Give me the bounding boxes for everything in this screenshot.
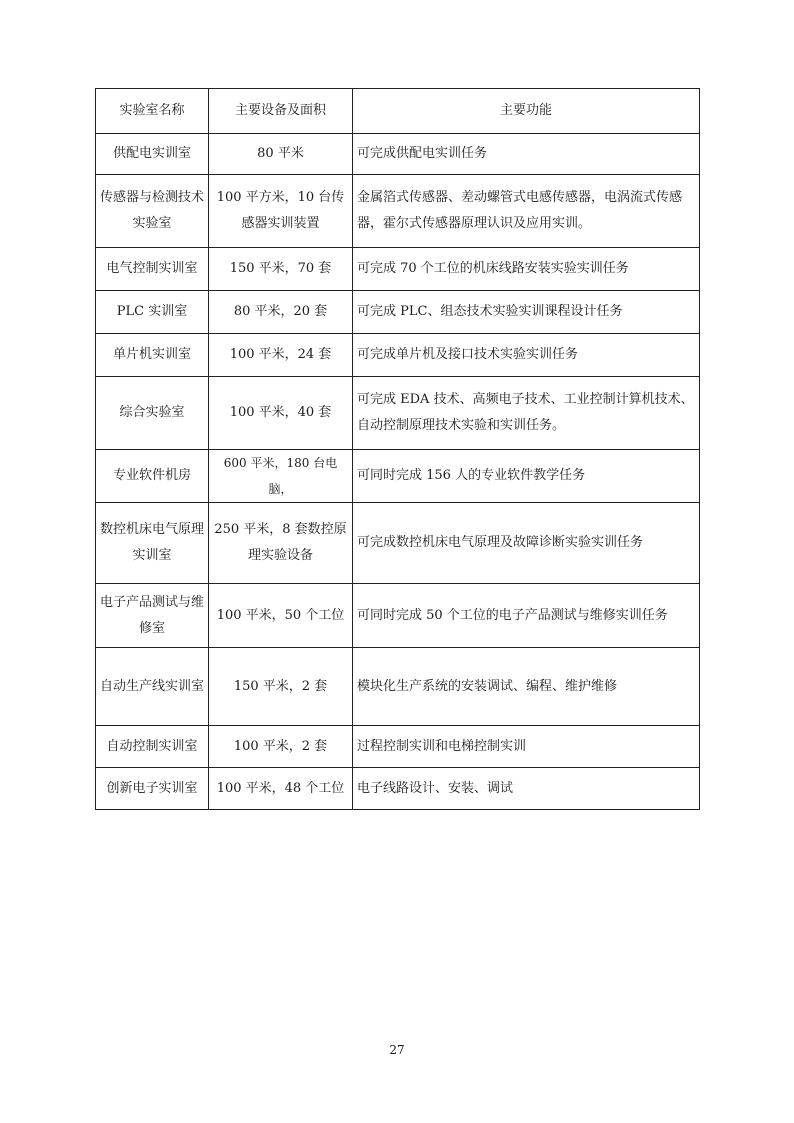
lab-name-cell: 自动控制实训室	[96, 726, 209, 768]
table-header-row	[96, 89, 700, 134]
equipment-cell: 80 平米，20 套	[209, 291, 353, 334]
header-equipment-area: 主要设备及面积	[209, 89, 353, 134]
table-row	[96, 134, 700, 175]
lab-name-cell: 专业软件机房	[96, 450, 209, 503]
table-row	[96, 450, 700, 503]
function-cell: 可同时完成 50 个工位的电子产品测试与维修实训任务	[353, 584, 700, 648]
table-row	[96, 377, 700, 450]
function-cell: 电子线路设计、安装、调试	[353, 768, 700, 810]
function-cell: 过程控制实训和电梯控制实训	[353, 726, 700, 768]
lab-name-cell: 电气控制实训室	[96, 248, 209, 291]
equipment-cell: 100 平米，50 个工位	[209, 584, 353, 648]
page-number: 27	[389, 1043, 405, 1057]
equipment-cell: 100 平方米，10 台传感器实训装置	[209, 175, 353, 248]
table-row	[96, 648, 700, 726]
table-row	[96, 291, 700, 334]
lab-name-cell: 供配电实训室	[96, 134, 209, 175]
equipment-cell: 100 平米，48 个工位	[209, 768, 353, 810]
function-cell: 可完成 PLC、组态技术实验实训课程设计任务	[353, 291, 700, 334]
function-cell: 可同时完成 156 人的专业软件教学任务	[353, 450, 700, 503]
lab-name-cell: 数控机床电气原理实训室	[96, 503, 209, 584]
function-cell: 可完成数控机床电气原理及故障诊断实验实训任务	[353, 503, 700, 584]
laboratory-table	[95, 88, 700, 810]
table-row	[96, 334, 700, 377]
lab-name-cell: 电子产品测试与维修室	[96, 584, 209, 648]
equipment-cell: 100 平米，24 套	[209, 334, 353, 377]
table-row	[96, 726, 700, 768]
function-cell: 可完成供配电实训任务	[353, 134, 700, 175]
function-cell: 模块化生产系统的安装调试、编程、维护维修	[353, 648, 700, 726]
lab-name-cell: 创新电子实训室	[96, 768, 209, 810]
table-row	[96, 768, 700, 810]
table-row	[96, 175, 700, 248]
lab-name-cell: 传感器与检测技术实验室	[96, 175, 209, 248]
function-cell: 可完成单片机及接口技术实验实训任务	[353, 334, 700, 377]
equipment-cell: 250 平米，8 套数控原理实验设备	[209, 503, 353, 584]
equipment-cell: 100 平米，2 套	[209, 726, 353, 768]
lab-name-cell: 单片机实训室	[96, 334, 209, 377]
table-row	[96, 248, 700, 291]
equipment-cell: 80 平米	[209, 134, 353, 175]
equipment-cell: 100 平米，40 套	[209, 377, 353, 450]
lab-name-cell: 自动生产线实训室	[96, 648, 209, 726]
table-row	[96, 584, 700, 648]
table-row	[96, 503, 700, 584]
header-main-function: 主要功能	[353, 89, 700, 134]
equipment-cell: 600 平米，180 台电脑，	[209, 450, 353, 503]
lab-name-cell: 综合实验室	[96, 377, 209, 450]
lab-name-cell: PLC 实训室	[96, 291, 209, 334]
function-cell: 可完成 70 个工位的机床线路安装实验实训任务	[353, 248, 700, 291]
equipment-cell: 150 平米，70 套	[209, 248, 353, 291]
function-cell: 金属箔式传感器、差动螺管式电感传感器，电涡流式传感器，霍尔式传感器原理认识及应用实训。	[353, 175, 700, 248]
header-lab-name: 实验室名称	[96, 89, 209, 134]
function-cell: 可完成 EDA 技术、高频电子技术、工业控制计算机技术、自动控制原理技术实验和实训任务。	[353, 377, 700, 450]
equipment-cell: 150 平米，2 套	[209, 648, 353, 726]
